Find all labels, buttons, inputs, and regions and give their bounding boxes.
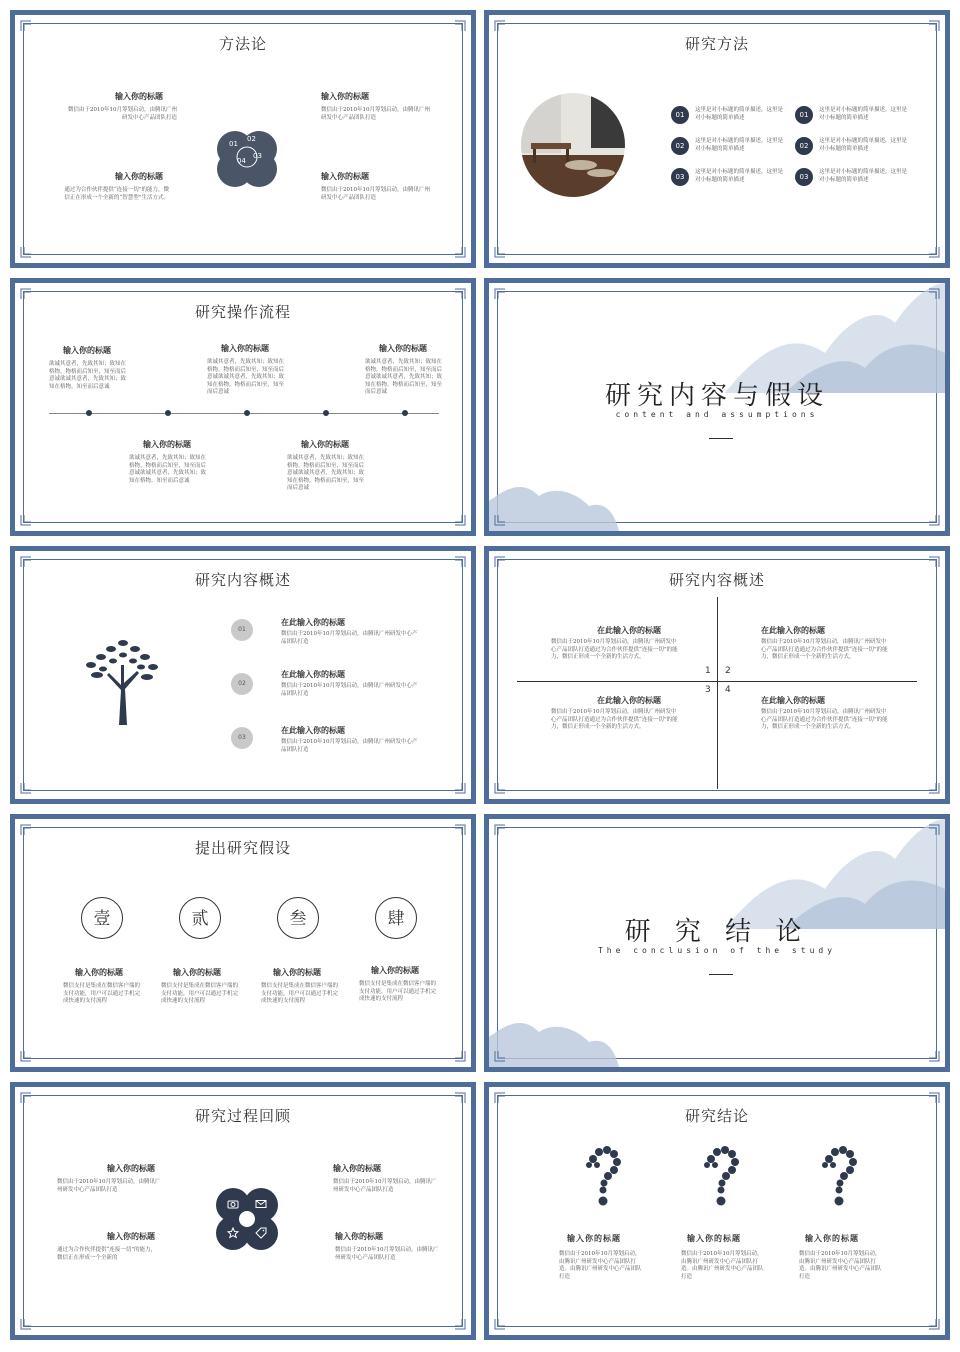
petal-label: 02 <box>247 135 256 143</box>
corner-ornament <box>493 247 505 259</box>
timeline-dot <box>402 410 408 416</box>
item-text: 微信由于2010年10月筹划启动，由腾讯广州研发中心产品团队打造 <box>281 739 418 753</box>
corner-ornament <box>493 1319 505 1331</box>
slide-frame <box>23 291 463 523</box>
corner-ornament <box>19 1319 31 1331</box>
corner-ornament <box>929 515 941 527</box>
corner-ornament <box>19 19 31 31</box>
slide-section-conclusion[interactable] <box>484 814 950 1072</box>
item-text: 微信由于2010年10月筹划启动，由腾讯广州研发中心产品团队打造 <box>335 1247 439 1261</box>
step-text: 这里是对小标题的简单描述，这里是对小标题的简单描述 <box>695 169 784 183</box>
corner-ornament <box>493 823 505 835</box>
slide-section-content[interactable] <box>484 278 950 536</box>
corner-ornament <box>19 823 31 835</box>
question-mark-icon <box>819 1145 859 1209</box>
slide-title: 研究结论 <box>684 1107 749 1125</box>
slide-frame <box>497 1095 937 1327</box>
step-number: 01 <box>671 106 689 124</box>
slide-operation-flow[interactable] <box>10 278 476 536</box>
room-photo <box>521 93 625 197</box>
corner-ornament <box>19 1091 31 1103</box>
mountain-bottom-left <box>489 1007 619 1067</box>
corner-ornament <box>455 1319 467 1331</box>
corner-ornament <box>929 1051 941 1063</box>
item-heading: 在此输入你的标题 <box>281 725 345 735</box>
quadrant-number: 4 <box>725 685 731 695</box>
quadrant-heading: 在此输入你的标题 <box>597 625 661 635</box>
item-heading: 输入你的标题 <box>173 967 221 977</box>
corner-ornament <box>929 247 941 259</box>
timeline-dot <box>165 410 171 416</box>
item-heading: 输入你的标题 <box>143 439 191 449</box>
timeline-dot <box>323 410 329 416</box>
step-text: 这里是对小标题的简单描述，这里是对小标题的简单描述 <box>819 138 908 152</box>
corner-ornament <box>493 515 505 527</box>
item-heading: 输入你的标题 <box>321 91 369 101</box>
item-heading: 输入你的标题 <box>107 1163 155 1173</box>
item-text: 微信由于2010年10月筹划启动，由腾讯广州研发中心产品团队打造 <box>321 187 430 201</box>
item-number: 01 <box>231 619 253 641</box>
item-text: 微信支付是集成在微信客户端的支付功能，用户可以通过手机完成快速的支付流程 <box>359 981 437 1002</box>
slide-hypothesis[interactable] <box>10 814 476 1072</box>
item-heading: 输入你的标题 <box>301 439 349 449</box>
slide-content-overview-2[interactable] <box>484 546 950 804</box>
corner-ornament <box>493 1051 505 1063</box>
slide-process-review[interactable] <box>10 1082 476 1340</box>
step-number: 03 <box>671 168 689 186</box>
item-text: 欲诚其意者，先致其知；致知在格物。物格而后知至，知至而后意诚欲诚其意者，先致其知；致知在格物。物格而后知至，知至而后意诚 <box>207 359 285 395</box>
item-text: 通过为合作伙伴提供“连接一切”的能力，微信正在形成一个全新的“智慧型”生活方式。 <box>64 187 169 201</box>
slide-content-overview-1[interactable] <box>10 546 476 804</box>
corner-ornament <box>929 783 941 795</box>
corner-ornament <box>929 823 941 835</box>
item-heading: 输入你的标题 <box>805 1233 859 1243</box>
corner-ornament <box>19 1051 31 1063</box>
step-text: 这里是对小标题的简单描述，这里是对小标题的简单描述 <box>819 169 908 183</box>
item-heading: 输入你的标题 <box>687 1233 741 1243</box>
number-glyph: 壹 <box>81 897 123 939</box>
quadrant-heading: 在此输入你的标题 <box>761 695 825 705</box>
slide-title: 提出研究假设 <box>194 839 291 857</box>
quadrant-text: 微信由于2010年10月筹划启动，由腾讯广州研发中心产品团队打造通过为合作伙伴提供“连接一切”的能力，微信正形成一个全新的生活方式。 <box>761 639 888 660</box>
item-text: 微信由于2010年10月筹划启动，由腾讯广州研发中心产品团队打造 <box>333 1179 437 1193</box>
item-text: 欲诚其意者，先致其知；致知在格物。物格而后知至，知至而后意诚欲诚其意者，先致其知；致知在格物。物格而后知至，知至而后意诚 <box>287 455 365 491</box>
question-mark-icon <box>583 1145 623 1209</box>
item-number: 02 <box>231 673 253 695</box>
corner-ornament <box>455 19 467 31</box>
item-text: 微信支付是集成在微信客户端的支付功能，用户可以通过手机完成快速的支付流程 <box>63 983 141 1004</box>
quadrant-text: 微信由于2010年10月筹划启动，由腾讯广州研发中心产品团队打造通过为合作伙伴提供“连接一切”的能力，微信正形成一个全新的生活方式。 <box>551 709 678 730</box>
corner-ornament <box>929 1319 941 1331</box>
quadrant-heading: 在此输入你的标题 <box>597 695 661 705</box>
number-glyph: 肆 <box>375 897 417 939</box>
item-heading: 输入你的标题 <box>115 91 163 101</box>
item-text: 微信支付是集成在微信客户端的支付功能，用户可以通过手机完成快速的支付流程 <box>161 983 239 1004</box>
step-number: 02 <box>795 137 813 155</box>
step-text: 这里是对小标题的简单描述，这里是对小标题的简单描述 <box>819 107 908 121</box>
step-number: 01 <box>795 106 813 124</box>
item-text: 通过为合作伙伴提供“连接一切”的能力，微信正在形成一个全新的 <box>57 1247 157 1261</box>
corner-ornament <box>19 783 31 795</box>
item-heading: 输入你的标题 <box>75 967 123 977</box>
item-heading: 输入你的标题 <box>63 345 111 355</box>
tag-icon <box>255 1227 267 1239</box>
question-mark-icon <box>701 1145 741 1209</box>
quadrant-number: 3 <box>705 685 711 695</box>
item-text: 微信由于2010年10月筹划启动，由腾讯广州研发中心产品团队打造 <box>281 631 418 645</box>
timeline-dot <box>244 410 250 416</box>
slide-conclusion[interactable] <box>484 1082 950 1340</box>
slide-title: 研究内容概述 <box>194 571 291 589</box>
camera-icon <box>227 1199 239 1209</box>
item-text: 欲诚其意者，先致其知；致知在格物。物格而后知至，知至而后意诚欲诚其意者，先致其知；致知在格物。物格而后知至，知至而后意诚 <box>365 359 443 395</box>
section-subtitle: content and assumptions <box>615 410 819 419</box>
item-heading: 输入你的标题 <box>379 343 427 353</box>
corner-ornament <box>929 555 941 567</box>
item-heading: 输入你的标题 <box>567 1233 621 1243</box>
slide-title: 研究内容概述 <box>668 571 765 589</box>
corner-ornament <box>19 287 31 299</box>
corner-ornament <box>455 823 467 835</box>
item-heading: 输入你的标题 <box>107 1231 155 1241</box>
section-title: 研究内容与假设 <box>604 381 829 411</box>
item-text: 微信支付是集成在微信客户端的支付功能，用户可以通过手机完成快速的支付流程 <box>261 983 339 1004</box>
title-underline <box>709 438 733 439</box>
item-text: 微信由于2010年10月筹划启动，由腾讯广州研发中心产品团队打造。由腾讯广州研发中心产品团队打造 <box>559 1251 642 1280</box>
slide-title: 研究操作流程 <box>194 303 291 321</box>
corner-ornament <box>493 783 505 795</box>
slide-methodology[interactable] <box>10 10 476 268</box>
corner-ornament <box>455 555 467 567</box>
item-heading: 输入你的标题 <box>321 171 369 181</box>
corner-ornament <box>455 783 467 795</box>
corner-ornament <box>455 515 467 527</box>
slide-title: 方法论 <box>218 35 267 53</box>
item-heading: 输入你的标题 <box>335 1231 383 1241</box>
tree-icon <box>77 635 167 725</box>
number-glyph: 贰 <box>179 897 221 939</box>
corner-ornament <box>493 19 505 31</box>
item-heading: 在此输入你的标题 <box>281 617 345 627</box>
mail-icon <box>255 1199 267 1209</box>
section-title: 研 究 结 论 <box>624 917 810 947</box>
item-text: 微信由于2010年10月筹划启动，由腾讯广州研发中心产品团队打造 <box>281 683 418 697</box>
quadrant-heading: 在此输入你的标题 <box>761 625 825 635</box>
step-text: 这里是对小标题的简单描述，这里是对小标题的简单描述 <box>695 138 784 152</box>
item-text: 欲诚其意者，先致其知；致知在格物。物格而后知至，知至而后意诚欲诚其意者，先致其知；致知在格物。知至而后意诚 <box>129 455 207 484</box>
corner-ornament <box>19 555 31 567</box>
step-text: 这里是对小标题的简单描述，这里是对小标题的简单描述 <box>695 107 784 121</box>
petal-label: 03 <box>253 152 262 160</box>
corner-ornament <box>929 1091 941 1103</box>
corner-ornament <box>19 515 31 527</box>
item-text: 微信由于2010年10月筹划启动，由腾讯广州研发中心产品团队打造 <box>57 1179 161 1193</box>
star-icon <box>227 1227 239 1239</box>
corner-ornament <box>455 287 467 299</box>
item-number: 03 <box>231 727 253 749</box>
mountain-bottom-left <box>489 471 619 531</box>
item-heading: 输入你的标题 <box>115 171 163 181</box>
item-heading: 输入你的标题 <box>273 967 321 977</box>
timeline-dot <box>86 410 92 416</box>
step-number: 02 <box>671 137 689 155</box>
item-heading: 输入你的标题 <box>371 965 419 975</box>
slide-frame <box>23 827 463 1059</box>
petal-label: 01 <box>229 140 238 148</box>
corner-ornament <box>929 287 941 299</box>
corner-ornament <box>493 287 505 299</box>
item-heading: 输入你的标题 <box>333 1163 381 1173</box>
quadrant-text: 微信由于2010年10月筹划启动，由腾讯广州研发中心产品团队打造通过为合作伙伴提供“连接一切”的能力，微信正形成一个全新的生活方式。 <box>551 639 678 660</box>
title-underline <box>709 974 733 975</box>
quadrant-number: 2 <box>725 666 731 676</box>
corner-ornament <box>493 555 505 567</box>
corner-ornament <box>493 1091 505 1103</box>
item-heading: 输入你的标题 <box>221 343 269 353</box>
review-diagram <box>209 1181 285 1257</box>
corner-ornament <box>19 247 31 259</box>
quadrant-axis-vertical <box>717 597 718 789</box>
quadrant-number: 1 <box>705 666 711 676</box>
slide-research-method[interactable] <box>484 10 950 268</box>
number-glyph: 叁 <box>277 897 319 939</box>
slide-title: 研究过程回顾 <box>194 1107 291 1125</box>
item-text: 微信由于2010年10月筹划启动，由腾讯广州研发中心产品团队打造。由腾讯广州研发中心产品团队打造 <box>681 1251 764 1280</box>
corner-ornament <box>455 1091 467 1103</box>
item-text: 微信由于2010年10月筹划启动，由腾讯广州研发中心产品团队打造 <box>321 107 430 121</box>
item-heading: 在此输入你的标题 <box>281 669 345 679</box>
item-text: 微信由于2010年10月筹划启动，由腾讯广州研发中心产品团队打造 <box>68 107 177 121</box>
slide-title: 研究方法 <box>684 35 749 53</box>
item-text: 欲诚其意者，先致其知；致知在格物。物格而后知至，知至而后意诚欲诚其意者，先致其知；致知在格物。知至而后意诚 <box>49 361 127 390</box>
item-text: 微信由于2010年10月筹划启动，由腾讯广州研发中心产品团队打造。由腾讯广州研发中心产品团队打造 <box>799 1251 882 1280</box>
corner-ornament <box>929 19 941 31</box>
petal-label: 04 <box>237 157 246 165</box>
quadrant-text: 微信由于2010年10月筹划启动，由腾讯广州研发中心产品团队打造通过为合作伙伴提供“连接一切”的能力，微信正形成一个全新的生活方式。 <box>761 709 888 730</box>
quadrant-axis-horizontal <box>517 681 917 682</box>
section-subtitle: The conclusion of the study <box>597 946 837 955</box>
corner-ornament <box>455 247 467 259</box>
step-number: 03 <box>795 168 813 186</box>
corner-ornament <box>455 1051 467 1063</box>
